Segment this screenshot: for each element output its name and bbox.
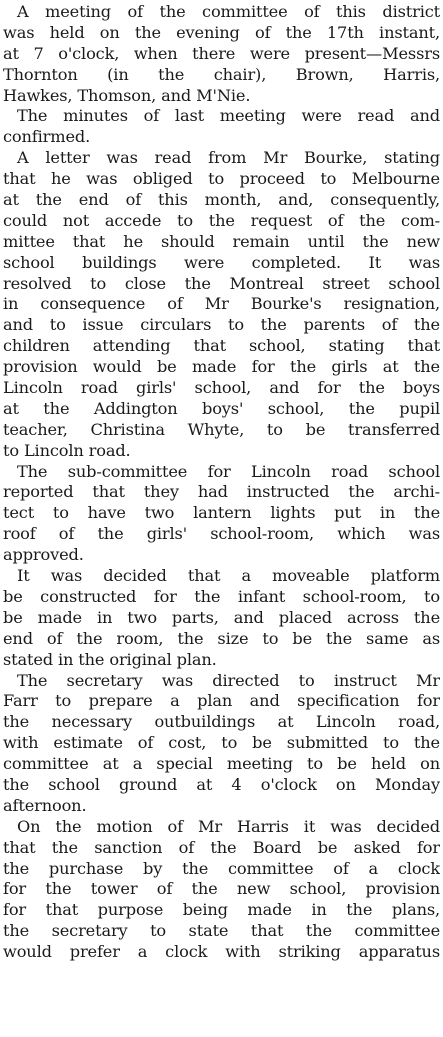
text-line: teacher, Christina Whyte, to be transferred [3,419,440,439]
text-line: be constructed for the infant school-room, to [3,586,440,606]
text-line: On the motion of Mr Harris it was decided [17,816,440,836]
text-line: the necessary outbuildings at Lincoln road, [3,712,440,732]
text-line: resolved to close the Montreal street school [3,273,440,293]
text-line: that the sanction of the Board be asked for [3,837,440,857]
article-paragraph [3,817,440,963]
text-line: school buildings were completed. It was [3,252,440,272]
text-line: at the end of this month, and, consequently, [3,190,440,210]
text-line: Farr to prepare a plan and specification for [3,691,440,711]
text-line: could not accede to the request of the com- [3,210,440,230]
article-paragraph [3,106,440,148]
text-line: in consequence of Mr Bourke's resignation, [3,294,440,314]
text-line: Lincoln road girls' school, and for the boys [3,378,440,398]
text-line: for that purpose being made in the plans, [3,900,440,920]
text-line: roof of the girls' school-room, which was [3,524,440,544]
text-line: reported that they had instructed the archi- [3,482,440,502]
text-line: to Lincoln road. [3,440,131,460]
text-line: The minutes of last meeting were read and [17,106,440,126]
text-line: end of the room, the size to be the same as [3,628,440,648]
text-line: the purchase by the committee of a clock [3,858,440,878]
text-line: be made in two parts, and placed across the [3,607,440,627]
text-line: The secretary was directed to instruct Mr [17,670,440,690]
text-line: Hawkes, Thomson, and M'Nie. [3,85,251,105]
text-line: that he was obliged to proceed to Melbourne [3,169,440,189]
text-line: and to issue circulars to the parents of the [3,315,440,335]
text-line: The sub-committee for Lincoln road school [17,461,440,481]
text-line: It was decided that a moveable platform [17,566,440,586]
text-line: children attending that school, stating that [3,336,440,356]
article-paragraph [3,148,440,461]
text-line: provision would be made for the girls at the [3,357,440,377]
text-line: approved. [3,545,84,565]
text-line: A letter was read from Mr Bourke, stating [17,148,440,168]
text-line: stated in the original plan. [3,649,217,669]
text-line: Thornton (in the chair), Brown, Harris, [3,64,440,84]
article-paragraph [3,462,440,566]
text-line: committee at a special meeting to be held on [3,754,440,774]
article-paragraph [3,2,440,106]
text-line: the school ground at 4 o'clock on Monday [3,774,440,794]
article-paragraph [3,566,440,670]
text-line: for the tower of the new school, provision [3,879,440,899]
text-line: the secretary to state that the committee [3,921,440,941]
text-line: A meeting of the committee of this district [17,2,440,21]
text-line: tect to have two lantern lights put in the [3,503,440,523]
text-line: at 7 o'clock, when there were present—Messrs [3,43,440,63]
text-line: at the Addington boys' school, the pupil [3,398,440,418]
text-line: confirmed. [3,127,91,147]
text-line: with estimate of cost, to be submitted to the [3,733,440,753]
text-line: mittee that he should remain until the new [3,231,440,251]
article-paragraph [3,671,440,817]
text-line: afternoon. [3,795,87,815]
text-line: was held on the evening of the 17th instant, [3,22,440,42]
text-line: would prefer a clock with striking apparatus [3,942,440,962]
